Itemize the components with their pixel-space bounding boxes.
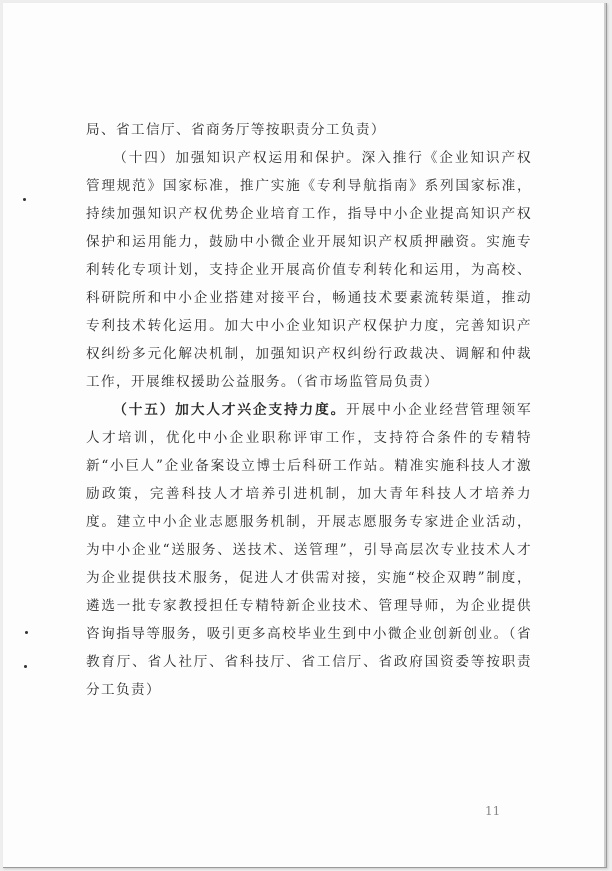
scan-speck	[25, 631, 28, 634]
paragraph-text: 局、省工信厅、省商务厅等按职责分工负责）	[86, 122, 386, 138]
paragraph-text: 加强知识产权运用和保护。深入推行《企业知识产权管理规范》国家标准，推广实施《专利导航指南》系列国家标准，持续加强知识产权优势企业培育工作，指导中小企业提高知识产权保护和运用能力，鼓励中小微企业开展知识产权质押融资。实施专利转化专项计划，支持企业开展高价值专利转化和运用，为高校、科研院所和中小企业搭建对接平台，畅通技术要素流转渠道，推动专利技术转化运用。加大中小企业知识产权保护力度，完善知识产权纠纷多元化解决机制，加强知识产权纠纷行政裁决、调解和仲裁工作，开展维权援助公益服务。（省市场监管局负责）	[86, 150, 532, 390]
scan-edge	[604, 3, 606, 867]
paragraph-lead: （十四）	[113, 150, 176, 166]
paragraph-14	[86, 144, 532, 396]
paragraph-lead: （十五）加大人才兴企支持力度。	[113, 402, 347, 418]
paragraph-text: 开展中小企业经营管理领军人才培训，优化中小企业职称评审工作，支持符合条件的专精特新“小巨人”企业备案设立博士后科研工作站。精准实施科技人才激励政策，完善科技人才培养引进机制，加大青年科技人才培养力度。建立中小企业志愿服务机制，开展志愿服务专家进企业活动，为中小企业“送服务、送技术、送管理”，引导高层次专业技术人才为企业提供技术服务，促进人才供需对接，实施“校企双聘”制度，遴选一批专家教授担任专精特新企业技术、管理导师，为企业提供咨询指导等服务，吸引更多高校毕业生到中小微企业创新创业。（省教育厅、省人社厅、省科技厅、省工信厅、省政府国资委等按职责分工负责）	[86, 402, 532, 698]
scan-speck	[23, 198, 26, 201]
document-body	[86, 116, 532, 704]
paragraph-15	[86, 396, 532, 704]
page-number: 11	[485, 804, 501, 818]
paragraph-continuation	[86, 116, 532, 144]
document-page	[3, 3, 607, 868]
scan-speck	[24, 665, 27, 668]
